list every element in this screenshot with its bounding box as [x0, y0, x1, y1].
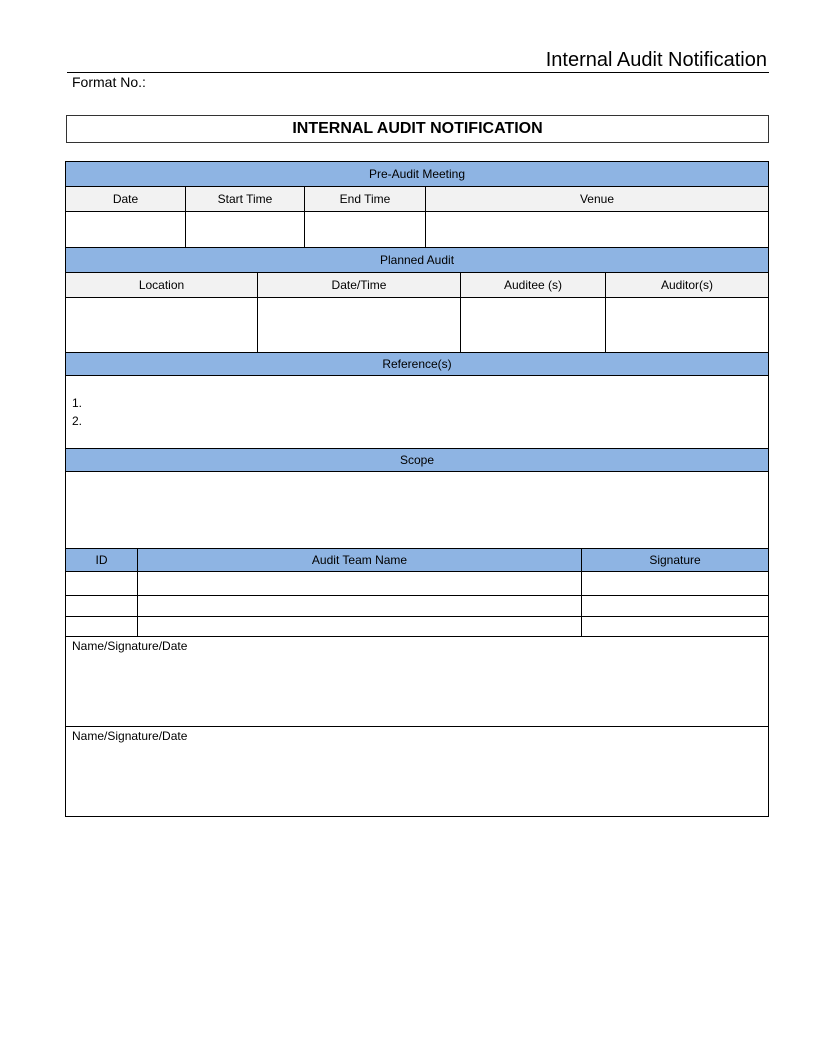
scope-header: [66, 449, 768, 472]
references-heading: Reference(s): [382, 357, 452, 371]
team-name-field[interactable]: [138, 617, 582, 636]
planned-audit-entry-row: [66, 298, 768, 353]
team-name-field[interactable]: [138, 596, 582, 616]
auditors-field[interactable]: [606, 298, 768, 352]
header-divider: [67, 72, 769, 73]
col-signature: Signature: [649, 553, 701, 567]
col-auditees: Auditee (s): [461, 273, 606, 297]
col-start-time: Start Time: [186, 187, 305, 211]
header-title: Internal Audit Notification: [545, 49, 767, 71]
team-signature-field[interactable]: [582, 572, 768, 595]
format-number-label: Format No.:: [72, 74, 146, 90]
team-id-field[interactable]: [66, 596, 138, 616]
col-auditors: Auditor(s): [660, 278, 713, 292]
references-header: [66, 353, 768, 376]
reference-item-1: 1.: [72, 396, 83, 410]
end-time-field[interactable]: [305, 212, 426, 247]
col-date: Date: [66, 187, 186, 211]
pre-audit-meeting-header: [66, 162, 768, 187]
table-row: [66, 596, 768, 617]
signoff-block-2[interactable]: [66, 727, 768, 817]
venue-field[interactable]: [426, 212, 768, 247]
team-signature-field[interactable]: [582, 596, 768, 616]
planned-audit-columns-row: [66, 273, 768, 298]
pre-audit-meeting-heading: Pre-Audit Meeting: [368, 167, 466, 181]
pre-audit-columns-row: [66, 187, 768, 212]
references-block[interactable]: [66, 376, 768, 449]
reference-item-2: 2.: [72, 414, 83, 428]
col-date-time: Date/Time: [258, 273, 461, 297]
signoff-label-2: Name/Signature/Date: [72, 729, 188, 743]
planned-audit-header: [66, 248, 768, 273]
date-time-field[interactable]: [258, 298, 461, 352]
col-location: Location: [66, 273, 258, 297]
team-name-field[interactable]: [138, 572, 582, 595]
audit-notification-form: [65, 161, 769, 817]
references-list: [66, 376, 768, 448]
col-id: ID: [66, 549, 138, 571]
col-audit-team-name: Audit Team Name: [138, 549, 582, 571]
location-field[interactable]: [66, 298, 258, 352]
planned-audit-heading: Planned Audit: [379, 253, 455, 267]
col-venue: Venue: [579, 192, 615, 206]
col-end-time: End Time: [305, 187, 426, 211]
table-row: [66, 617, 768, 637]
scope-field[interactable]: [66, 472, 768, 549]
audit-team-columns-row: [66, 549, 768, 572]
date-field[interactable]: [66, 212, 186, 247]
pre-audit-entry-row: [66, 212, 768, 248]
signoff-label-1: Name/Signature/Date: [72, 639, 188, 653]
auditees-field[interactable]: [461, 298, 606, 352]
scope-heading: Scope: [399, 453, 435, 467]
team-id-field[interactable]: [66, 572, 138, 595]
table-row: [66, 572, 768, 596]
team-signature-field[interactable]: [582, 617, 768, 636]
start-time-field[interactable]: [186, 212, 305, 247]
team-id-field[interactable]: [66, 617, 138, 636]
signoff-block-1[interactable]: [66, 637, 768, 727]
document-title: INTERNAL AUDIT NOTIFICATION: [66, 115, 769, 143]
